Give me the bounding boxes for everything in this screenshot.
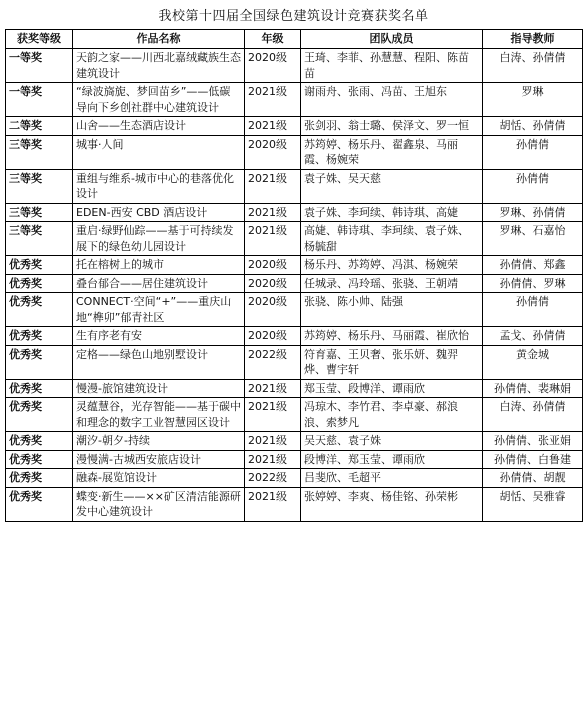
grade-cell: 2020级 [245, 293, 301, 327]
advisor-cell: 孙倩倩、胡靓 [483, 469, 583, 488]
work-title-cell: CONNECT·空间“+”——重庆山地“榫卯”郁青社区 [73, 293, 245, 327]
work-title-cell: 生有序老有安 [73, 327, 245, 346]
grade-cell: 2020级 [245, 256, 301, 275]
header-award: 获奖等级 [6, 30, 73, 49]
members-cell: 任城录、冯玲瑶、张骁、王朝靖 [301, 274, 483, 293]
table-row [6, 293, 583, 327]
table-row [6, 222, 583, 256]
members-cell: 苏筠婷、杨乐丹、马丽霞、崔欣怡 [301, 327, 483, 346]
award-cell: 优秀奖 [6, 450, 73, 469]
advisor-cell: 孙倩倩、白鲁建 [483, 450, 583, 469]
table-row [6, 274, 583, 293]
work-title-cell: 天韵之家——川西北嘉绒藏族生态建筑设计 [73, 49, 245, 83]
members-cell: 袁子姝、吴天慈 [301, 169, 483, 203]
award-cell: 优秀奖 [6, 327, 73, 346]
award-cell: 优秀奖 [6, 432, 73, 451]
work-title-cell: 慢漫-旅馆建筑设计 [73, 379, 245, 398]
members-cell: 苏筠婷、杨乐丹、翟鑫泉、马丽霞、杨婉荣 [301, 135, 483, 169]
award-cell: 优秀奖 [6, 379, 73, 398]
award-cell: 三等奖 [6, 222, 73, 256]
table-row [6, 398, 583, 432]
award-cell: 优秀奖 [6, 256, 73, 275]
award-cell: 优秀奖 [6, 487, 73, 521]
advisor-cell: 罗琳、石嘉怡 [483, 222, 583, 256]
grade-cell: 2021级 [245, 169, 301, 203]
award-cell: 三等奖 [6, 169, 73, 203]
work-title-cell: 融森-展览馆设计 [73, 469, 245, 488]
table-row [6, 450, 583, 469]
work-title-cell: 定格——绿色山地别墅设计 [73, 345, 245, 379]
members-cell: 符育嘉、王贝奢、张乐妍、魏羿烨、曹宇轩 [301, 345, 483, 379]
grade-cell: 2021级 [245, 379, 301, 398]
table-body [6, 49, 583, 522]
members-cell: 吴天慈、袁子姝 [301, 432, 483, 451]
award-cell: 优秀奖 [6, 274, 73, 293]
members-cell: 吕斐欣、毛超平 [301, 469, 483, 488]
grade-cell: 2021级 [245, 450, 301, 469]
table-row [6, 487, 583, 521]
advisor-cell: 白涛、孙倩倩 [483, 49, 583, 83]
table-row [6, 83, 583, 117]
award-cell: 优秀奖 [6, 398, 73, 432]
table-row [6, 469, 583, 488]
award-cell: 优秀奖 [6, 293, 73, 327]
members-cell: 张骁、陈小帅、陆强 [301, 293, 483, 327]
award-cell: 优秀奖 [6, 469, 73, 488]
table-row [6, 169, 583, 203]
header-advisor: 指导教师 [483, 30, 583, 49]
work-title-cell: 漫慢满-古城西安旅店设计 [73, 450, 245, 469]
members-cell: 高婕、韩诗琪、李珂续、袁子姝、杨毓甜 [301, 222, 483, 256]
advisor-cell: 孙倩倩、郑鑫 [483, 256, 583, 275]
work-title-cell: 潮汐-朝夕-持续 [73, 432, 245, 451]
table-row [6, 379, 583, 398]
work-title-cell: 灵蕴慧谷，光存智能——基于碳中和理念的数字工业智慧园区设计 [73, 398, 245, 432]
advisor-cell: 孙倩倩、张亚娟 [483, 432, 583, 451]
members-cell: 王琦、李菲、孙慧慧、程阳、陈苗苗 [301, 49, 483, 83]
advisor-cell: 孟戈、孙倩倩 [483, 327, 583, 346]
members-cell: 段博洋、郑玉莹、谭雨欣 [301, 450, 483, 469]
award-cell: 一等奖 [6, 49, 73, 83]
advisor-cell: 孙倩倩 [483, 135, 583, 169]
table-header [6, 30, 583, 49]
members-cell: 张剑羽、翁士璐、侯泽文、罗一恒 [301, 117, 483, 136]
grade-cell: 2022级 [245, 345, 301, 379]
work-title-cell: 重启·绿野仙踪——基于可持续发展下的绿色幼儿园设计 [73, 222, 245, 256]
table-row [6, 203, 583, 222]
award-cell: 一等奖 [6, 83, 73, 117]
work-title-cell: 重组与维系-城市中心的巷落优化设计 [73, 169, 245, 203]
table-row [6, 327, 583, 346]
table-row [6, 135, 583, 169]
grade-cell: 2021级 [245, 203, 301, 222]
work-title-cell: 城事·人间 [73, 135, 245, 169]
advisor-cell: 罗琳 [483, 83, 583, 117]
members-cell: 袁子姝、李珂续、韩诗琪、高婕 [301, 203, 483, 222]
header-title: 作品名称 [73, 30, 245, 49]
table-row [6, 49, 583, 83]
members-cell: 郑玉莹、段博洋、谭雨欣 [301, 379, 483, 398]
award-cell: 三等奖 [6, 203, 73, 222]
grade-cell: 2020级 [245, 49, 301, 83]
award-cell: 三等奖 [6, 135, 73, 169]
grade-cell: 2021级 [245, 117, 301, 136]
grade-cell: 2021级 [245, 432, 301, 451]
members-cell: 谢雨舟、张雨、冯苗、王旭东 [301, 83, 483, 117]
advisor-cell: 黄金城 [483, 345, 583, 379]
advisor-cell: 白涛、孙倩倩 [483, 398, 583, 432]
work-title-cell: 蝶变·新生——××矿区清洁能源研发中心建筑设计 [73, 487, 245, 521]
page-title: 我校第十四届全国绿色建筑设计竞赛获奖名单 [158, 9, 429, 24]
advisor-cell: 罗琳、孙倩倩 [483, 203, 583, 222]
advisor-cell: 孙倩倩 [483, 169, 583, 203]
header-grade: 年级 [245, 30, 301, 49]
table-row [6, 256, 583, 275]
grade-cell: 2020级 [245, 327, 301, 346]
work-title-cell: EDEN-西安 CBD 酒店设计 [73, 203, 245, 222]
grade-cell: 2021级 [245, 487, 301, 521]
awards-table [5, 29, 583, 522]
members-cell: 杨乐丹、苏筠婷、冯淇、杨婉荣 [301, 256, 483, 275]
work-title-cell: 叠台郁合——居住建筑设计 [73, 274, 245, 293]
advisor-cell: 胡恬、吴雅睿 [483, 487, 583, 521]
advisor-cell: 孙倩倩、罗琳 [483, 274, 583, 293]
header-members: 团队成员 [301, 30, 483, 49]
grade-cell: 2021级 [245, 83, 301, 117]
work-title-cell: 山舍——生态酒店设计 [73, 117, 245, 136]
grade-cell: 2020级 [245, 274, 301, 293]
table-row [6, 345, 583, 379]
award-cell: 优秀奖 [6, 345, 73, 379]
grade-cell: 2021级 [245, 398, 301, 432]
table-row [6, 117, 583, 136]
advisor-cell: 孙倩倩、裴琳娟 [483, 379, 583, 398]
advisor-cell: 胡恬、孙倩倩 [483, 117, 583, 136]
members-cell: 冯琼木、李竹君、李卓豪、郝浪浪、索梦凡 [301, 398, 483, 432]
table-row [6, 432, 583, 451]
header-row [6, 30, 583, 49]
work-title-cell: 托在榕树上的城市 [73, 256, 245, 275]
grade-cell: 2022级 [245, 469, 301, 488]
grade-cell: 2020级 [245, 135, 301, 169]
award-cell: 二等奖 [6, 117, 73, 136]
grade-cell: 2021级 [245, 222, 301, 256]
work-title-cell: “绿波旖旎、梦回苗乡”——低碳导向下乡创社群中心建筑设计 [73, 83, 245, 117]
members-cell: 张婷婷、李爽、杨佳铭、孙荣彬 [301, 487, 483, 521]
advisor-cell: 孙倩倩 [483, 293, 583, 327]
